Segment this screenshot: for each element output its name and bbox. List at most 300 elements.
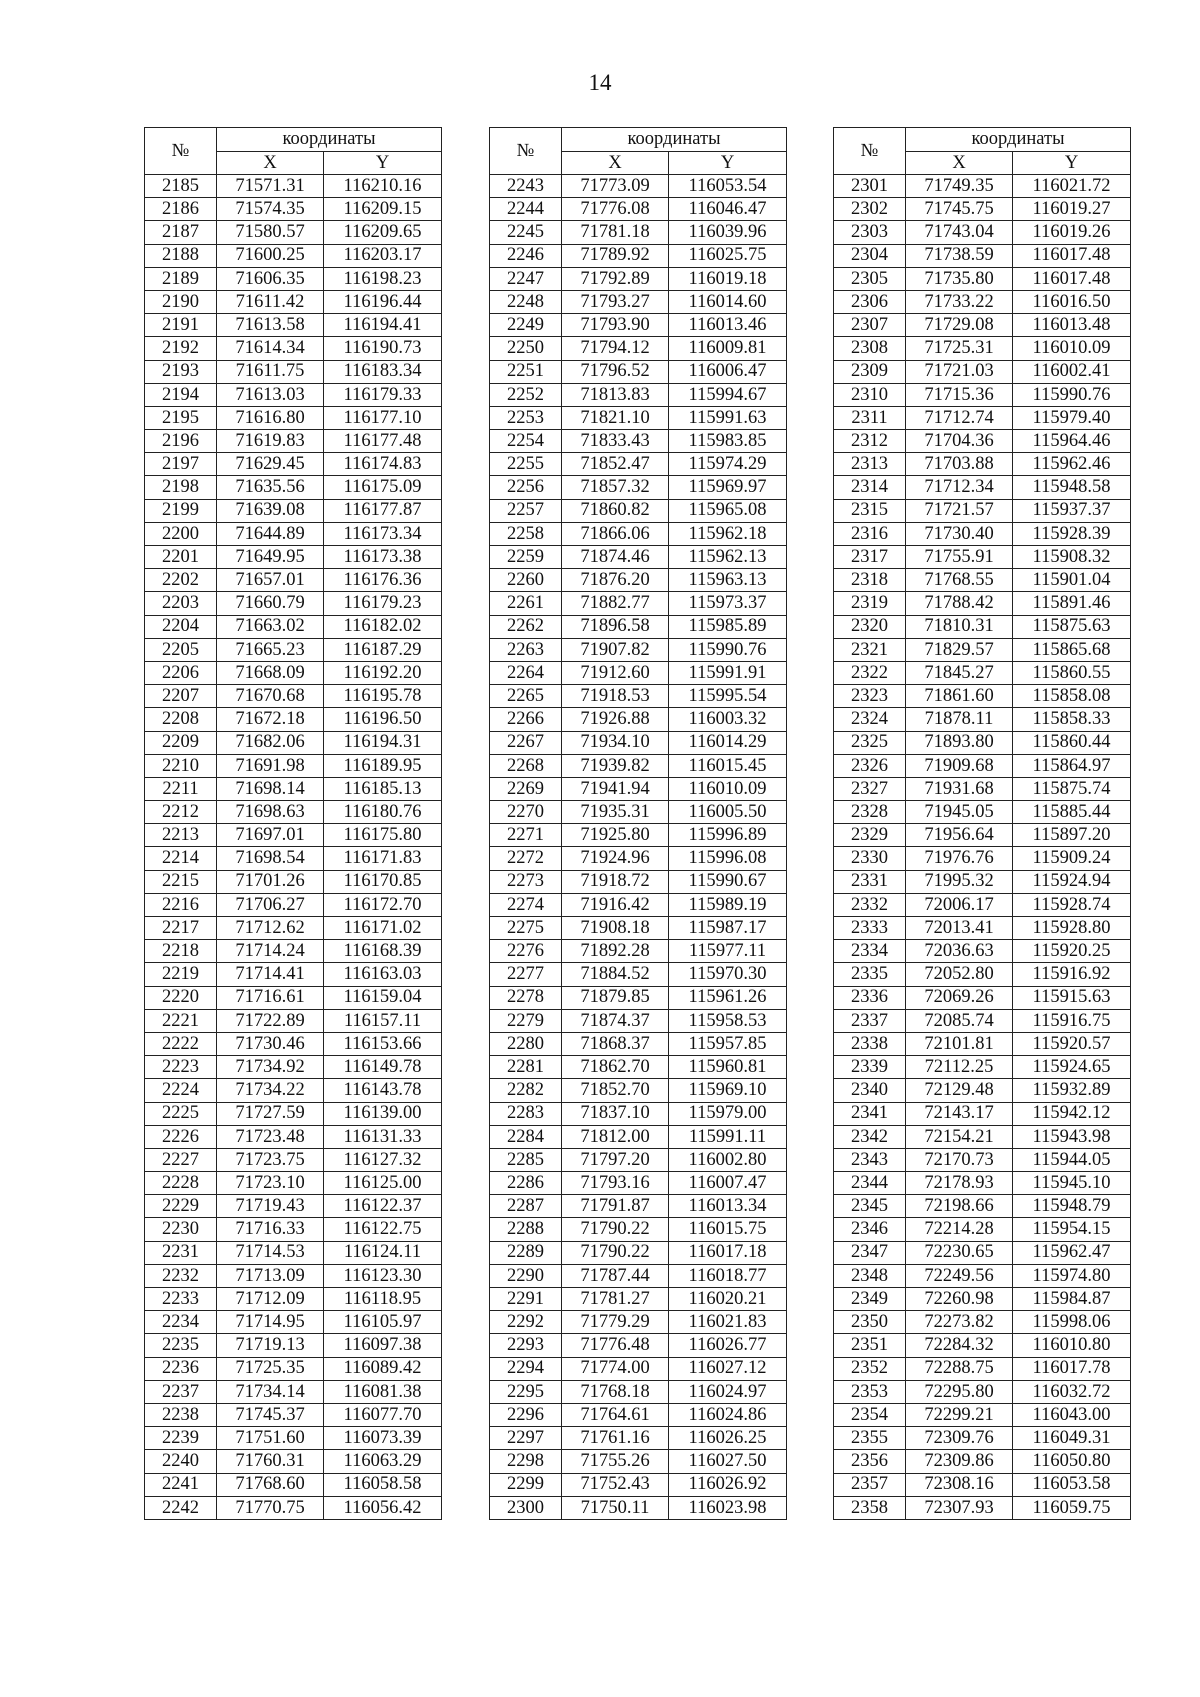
point-number-cell: 2225 [145, 1102, 217, 1125]
x-coordinate-cell: 71925.80 [562, 824, 669, 847]
table-row [145, 963, 442, 986]
y-coordinate-cell: 115864.97 [1013, 754, 1131, 777]
table-row [834, 824, 1131, 847]
x-coordinate-cell: 71793.16 [562, 1172, 669, 1195]
y-coordinate-cell: 116077.70 [324, 1403, 442, 1426]
y-coordinate-cell: 115901.04 [1013, 569, 1131, 592]
table-row [834, 1473, 1131, 1496]
y-coordinate-cell: 116196.50 [324, 708, 442, 731]
x-coordinate-cell: 71882.77 [562, 592, 669, 615]
y-coordinate-cell: 116172.70 [324, 893, 442, 916]
table-row [490, 1056, 787, 1079]
point-number-cell: 2348 [834, 1264, 906, 1287]
table-row [834, 546, 1131, 569]
point-number-cell: 2355 [834, 1427, 906, 1450]
y-coordinate-cell: 115920.57 [1013, 1032, 1131, 1055]
x-coordinate-cell: 71812.00 [562, 1125, 669, 1148]
point-number-cell: 2319 [834, 592, 906, 615]
y-coordinate-cell: 115979.00 [669, 1102, 787, 1125]
x-coordinate-cell: 72013.41 [906, 917, 1013, 940]
column-header-y: Y [1013, 151, 1131, 175]
x-coordinate-cell: 71729.08 [906, 314, 1013, 337]
point-number-cell: 2279 [490, 1009, 562, 1032]
x-coordinate-cell: 71730.46 [217, 1032, 324, 1055]
table-row [145, 1218, 442, 1241]
x-coordinate-cell: 71918.53 [562, 685, 669, 708]
point-number-cell: 2287 [490, 1195, 562, 1218]
point-number-cell: 2249 [490, 314, 562, 337]
y-coordinate-cell: 116209.65 [324, 221, 442, 244]
x-coordinate-cell: 71714.41 [217, 963, 324, 986]
table-row [834, 1311, 1131, 1334]
x-coordinate-cell: 71691.98 [217, 754, 324, 777]
x-coordinate-cell: 71714.95 [217, 1311, 324, 1334]
table-row [490, 1380, 787, 1403]
y-coordinate-cell: 116179.33 [324, 383, 442, 406]
x-coordinate-cell: 71797.20 [562, 1148, 669, 1171]
y-coordinate-cell: 115915.63 [1013, 986, 1131, 1009]
point-number-cell: 2235 [145, 1334, 217, 1357]
x-coordinate-cell: 71810.31 [906, 615, 1013, 638]
point-number-cell: 2201 [145, 546, 217, 569]
point-number-cell: 2208 [145, 708, 217, 731]
x-coordinate-cell: 71773.09 [562, 175, 669, 198]
y-coordinate-cell: 115875.63 [1013, 615, 1131, 638]
table-row [834, 1288, 1131, 1311]
y-coordinate-cell: 116063.29 [324, 1450, 442, 1473]
x-coordinate-cell: 71845.27 [906, 661, 1013, 684]
table-row [490, 1079, 787, 1102]
x-coordinate-cell: 71779.29 [562, 1311, 669, 1334]
x-coordinate-cell: 71611.75 [217, 360, 324, 383]
table-row [834, 267, 1131, 290]
x-coordinate-cell: 72284.32 [906, 1334, 1013, 1357]
y-coordinate-cell: 116143.78 [324, 1079, 442, 1102]
point-number-cell: 2323 [834, 685, 906, 708]
point-number-cell: 2358 [834, 1496, 906, 1519]
x-coordinate-cell: 71703.88 [906, 453, 1013, 476]
y-coordinate-cell: 115977.11 [669, 940, 787, 963]
point-number-cell: 2330 [834, 847, 906, 870]
y-coordinate-cell: 116081.38 [324, 1380, 442, 1403]
table-row [834, 1427, 1131, 1450]
point-number-cell: 2303 [834, 221, 906, 244]
x-coordinate-cell: 71571.31 [217, 175, 324, 198]
y-coordinate-cell: 116123.30 [324, 1264, 442, 1287]
point-number-cell: 2294 [490, 1357, 562, 1380]
x-coordinate-cell: 71714.53 [217, 1241, 324, 1264]
y-coordinate-cell: 116010.09 [669, 777, 787, 800]
point-number-cell: 2196 [145, 430, 217, 453]
point-number-cell: 2276 [490, 940, 562, 963]
table-row [490, 963, 787, 986]
y-coordinate-cell: 116015.75 [669, 1218, 787, 1241]
y-coordinate-cell: 115924.65 [1013, 1056, 1131, 1079]
x-coordinate-cell: 71745.75 [906, 198, 1013, 221]
table-row [490, 1195, 787, 1218]
point-number-cell: 2251 [490, 360, 562, 383]
point-number-cell: 2342 [834, 1125, 906, 1148]
table-row [145, 1473, 442, 1496]
table-row [145, 1427, 442, 1450]
x-coordinate-cell: 71721.57 [906, 499, 1013, 522]
point-number-cell: 2218 [145, 940, 217, 963]
table-row [834, 1032, 1131, 1055]
x-coordinate-cell: 72307.93 [906, 1496, 1013, 1519]
table-row [145, 546, 442, 569]
table-row [145, 1032, 442, 1055]
y-coordinate-cell: 116194.31 [324, 731, 442, 754]
x-coordinate-cell: 71629.45 [217, 453, 324, 476]
point-number-cell: 2229 [145, 1195, 217, 1218]
y-coordinate-cell: 115916.92 [1013, 963, 1131, 986]
point-number-cell: 2296 [490, 1403, 562, 1426]
table-row [145, 661, 442, 684]
y-coordinate-cell: 115897.20 [1013, 824, 1131, 847]
table-body [490, 175, 787, 1520]
x-coordinate-cell: 71976.76 [906, 847, 1013, 870]
table-row [834, 499, 1131, 522]
point-number-cell: 2274 [490, 893, 562, 916]
x-coordinate-cell: 72129.48 [906, 1079, 1013, 1102]
table-row [834, 569, 1131, 592]
table-row [145, 337, 442, 360]
table-row [834, 1102, 1131, 1125]
x-coordinate-cell: 71909.68 [906, 754, 1013, 777]
table-row [834, 1079, 1131, 1102]
x-coordinate-cell: 71750.11 [562, 1496, 669, 1519]
point-number-cell: 2317 [834, 546, 906, 569]
x-coordinate-cell: 71600.25 [217, 244, 324, 267]
x-coordinate-cell: 71781.18 [562, 221, 669, 244]
table-row [490, 406, 787, 429]
table-row [834, 870, 1131, 893]
x-coordinate-cell: 71698.63 [217, 801, 324, 824]
y-coordinate-cell: 116182.02 [324, 615, 442, 638]
y-coordinate-cell: 116005.50 [669, 801, 787, 824]
x-coordinate-cell: 71644.89 [217, 522, 324, 545]
x-coordinate-cell: 71660.79 [217, 592, 324, 615]
point-number-cell: 2191 [145, 314, 217, 337]
table-row [145, 1496, 442, 1519]
table-row [490, 290, 787, 313]
y-coordinate-cell: 115860.55 [1013, 661, 1131, 684]
table-row [145, 499, 442, 522]
y-coordinate-cell: 116177.10 [324, 406, 442, 429]
x-coordinate-cell: 71611.42 [217, 290, 324, 313]
table-row [145, 870, 442, 893]
point-number-cell: 2313 [834, 453, 906, 476]
y-coordinate-cell: 116014.29 [669, 731, 787, 754]
y-coordinate-cell: 115858.08 [1013, 685, 1131, 708]
x-coordinate-cell: 71668.09 [217, 661, 324, 684]
coordinates-table-1 [144, 127, 442, 1520]
y-coordinate-cell: 116190.73 [324, 337, 442, 360]
x-coordinate-cell: 71649.95 [217, 546, 324, 569]
y-coordinate-cell: 115990.67 [669, 870, 787, 893]
x-coordinate-cell: 71698.54 [217, 847, 324, 870]
x-coordinate-cell: 71907.82 [562, 638, 669, 661]
point-number-cell: 2301 [834, 175, 906, 198]
point-number-cell: 2238 [145, 1403, 217, 1426]
point-number-cell: 2270 [490, 801, 562, 824]
point-number-cell: 2266 [490, 708, 562, 731]
table-row [834, 1195, 1131, 1218]
point-number-cell: 2308 [834, 337, 906, 360]
y-coordinate-cell: 116026.25 [669, 1427, 787, 1450]
point-number-cell: 2286 [490, 1172, 562, 1195]
x-coordinate-cell: 71665.23 [217, 638, 324, 661]
point-number-cell: 2338 [834, 1032, 906, 1055]
y-coordinate-cell: 116177.87 [324, 499, 442, 522]
x-coordinate-cell: 71698.14 [217, 777, 324, 800]
point-number-cell: 2200 [145, 522, 217, 545]
table-row [490, 870, 787, 893]
table-row [490, 476, 787, 499]
x-coordinate-cell: 71916.42 [562, 893, 669, 916]
y-coordinate-cell: 115974.29 [669, 453, 787, 476]
table-row [490, 267, 787, 290]
x-coordinate-cell: 72309.86 [906, 1450, 1013, 1473]
table-row [490, 1218, 787, 1241]
table-row [145, 893, 442, 916]
x-coordinate-cell: 72101.81 [906, 1032, 1013, 1055]
point-number-cell: 2300 [490, 1496, 562, 1519]
y-coordinate-cell: 115963.13 [669, 569, 787, 592]
y-coordinate-cell: 115969.97 [669, 476, 787, 499]
y-coordinate-cell: 116210.16 [324, 175, 442, 198]
y-coordinate-cell: 116046.47 [669, 198, 787, 221]
x-coordinate-cell: 71719.13 [217, 1334, 324, 1357]
point-number-cell: 2195 [145, 406, 217, 429]
table-row [490, 337, 787, 360]
table-row [834, 476, 1131, 499]
point-number-cell: 2272 [490, 847, 562, 870]
x-coordinate-cell: 71657.01 [217, 569, 324, 592]
y-coordinate-cell: 115943.98 [1013, 1125, 1131, 1148]
table-row [834, 638, 1131, 661]
y-coordinate-cell: 116177.48 [324, 430, 442, 453]
x-coordinate-cell: 71755.91 [906, 546, 1013, 569]
point-number-cell: 2285 [490, 1148, 562, 1171]
point-number-cell: 2306 [834, 290, 906, 313]
x-coordinate-cell: 71749.35 [906, 175, 1013, 198]
x-coordinate-cell: 71706.27 [217, 893, 324, 916]
point-number-cell: 2243 [490, 175, 562, 198]
point-number-cell: 2311 [834, 406, 906, 429]
point-number-cell: 2227 [145, 1148, 217, 1171]
x-coordinate-cell: 71712.62 [217, 917, 324, 940]
y-coordinate-cell: 116017.48 [1013, 267, 1131, 290]
table-row [145, 1380, 442, 1403]
point-number-cell: 2217 [145, 917, 217, 940]
point-number-cell: 2312 [834, 430, 906, 453]
x-coordinate-cell: 71790.22 [562, 1241, 669, 1264]
table-row [834, 1264, 1131, 1287]
x-coordinate-cell: 71635.56 [217, 476, 324, 499]
y-coordinate-cell: 115994.67 [669, 383, 787, 406]
table-row [490, 499, 787, 522]
table-row [490, 314, 787, 337]
y-coordinate-cell: 116024.97 [669, 1380, 787, 1403]
table-row [145, 1264, 442, 1287]
table-row [490, 1032, 787, 1055]
y-coordinate-cell: 116013.48 [1013, 314, 1131, 337]
x-coordinate-cell: 71760.31 [217, 1450, 324, 1473]
y-coordinate-cell: 116192.20 [324, 661, 442, 684]
table-row [145, 290, 442, 313]
x-coordinate-cell: 71912.60 [562, 661, 669, 684]
y-coordinate-cell: 116053.54 [669, 175, 787, 198]
table-row [490, 731, 787, 754]
point-number-cell: 2309 [834, 360, 906, 383]
y-coordinate-cell: 116171.02 [324, 917, 442, 940]
coordinates-table-3 [833, 127, 1131, 1520]
x-coordinate-cell: 72178.93 [906, 1172, 1013, 1195]
x-coordinate-cell: 71725.31 [906, 337, 1013, 360]
table-row [145, 453, 442, 476]
y-coordinate-cell: 116002.41 [1013, 360, 1131, 383]
table-row [490, 893, 787, 916]
point-number-cell: 2231 [145, 1241, 217, 1264]
table-row [145, 1357, 442, 1380]
point-number-cell: 2256 [490, 476, 562, 499]
y-coordinate-cell: 115984.87 [1013, 1288, 1131, 1311]
point-number-cell: 2210 [145, 754, 217, 777]
y-coordinate-cell: 116014.60 [669, 290, 787, 313]
point-number-cell: 2316 [834, 522, 906, 545]
table-row [145, 592, 442, 615]
y-coordinate-cell: 115965.08 [669, 499, 787, 522]
point-number-cell: 2333 [834, 917, 906, 940]
table-row [490, 1148, 787, 1171]
x-coordinate-cell: 71712.34 [906, 476, 1013, 499]
table-row [834, 847, 1131, 870]
y-coordinate-cell: 116187.29 [324, 638, 442, 661]
table-row [490, 685, 787, 708]
table-row [834, 963, 1131, 986]
y-coordinate-cell: 116017.48 [1013, 244, 1131, 267]
y-coordinate-cell: 116019.18 [669, 267, 787, 290]
point-number-cell: 2259 [490, 546, 562, 569]
x-coordinate-cell: 71606.35 [217, 267, 324, 290]
x-coordinate-cell: 71712.74 [906, 406, 1013, 429]
y-coordinate-cell: 116049.31 [1013, 1427, 1131, 1450]
x-coordinate-cell: 72308.16 [906, 1473, 1013, 1496]
y-coordinate-cell: 116019.26 [1013, 221, 1131, 244]
y-coordinate-cell: 116027.12 [669, 1357, 787, 1380]
y-coordinate-cell: 116021.83 [669, 1311, 787, 1334]
point-number-cell: 2269 [490, 777, 562, 800]
table-row [834, 754, 1131, 777]
point-number-cell: 2292 [490, 1311, 562, 1334]
x-coordinate-cell: 71712.09 [217, 1288, 324, 1311]
x-coordinate-cell: 71776.08 [562, 198, 669, 221]
x-coordinate-cell: 71852.47 [562, 453, 669, 476]
table-row [834, 917, 1131, 940]
y-coordinate-cell: 116027.50 [669, 1450, 787, 1473]
table-row [145, 638, 442, 661]
x-coordinate-cell: 72214.28 [906, 1218, 1013, 1241]
x-coordinate-cell: 71580.57 [217, 221, 324, 244]
point-number-cell: 2204 [145, 615, 217, 638]
y-coordinate-cell: 116020.21 [669, 1288, 787, 1311]
x-coordinate-cell: 71639.08 [217, 499, 324, 522]
x-coordinate-cell: 71924.96 [562, 847, 669, 870]
y-coordinate-cell: 116159.04 [324, 986, 442, 1009]
point-number-cell: 2281 [490, 1056, 562, 1079]
point-number-cell: 2246 [490, 244, 562, 267]
x-coordinate-cell: 71663.02 [217, 615, 324, 638]
x-coordinate-cell: 71730.40 [906, 522, 1013, 545]
coordinates-table-2 [489, 127, 787, 1520]
table-row [834, 198, 1131, 221]
x-coordinate-cell: 71735.80 [906, 267, 1013, 290]
table-row [834, 360, 1131, 383]
x-coordinate-cell: 71793.27 [562, 290, 669, 313]
point-number-cell: 2211 [145, 777, 217, 800]
x-coordinate-cell: 72273.82 [906, 1311, 1013, 1334]
point-number-cell: 2233 [145, 1288, 217, 1311]
x-coordinate-cell: 71892.28 [562, 940, 669, 963]
point-number-cell: 2339 [834, 1056, 906, 1079]
y-coordinate-cell: 115962.47 [1013, 1241, 1131, 1264]
column-header-y: Y [324, 151, 442, 175]
y-coordinate-cell: 115996.89 [669, 824, 787, 847]
table-row [145, 1125, 442, 1148]
y-coordinate-cell: 115990.76 [669, 638, 787, 661]
x-coordinate-cell: 72260.98 [906, 1288, 1013, 1311]
y-coordinate-cell: 116024.86 [669, 1403, 787, 1426]
point-number-cell: 2263 [490, 638, 562, 661]
column-header-coordinates: координаты [217, 128, 442, 152]
point-number-cell: 2322 [834, 661, 906, 684]
x-coordinate-cell: 71727.59 [217, 1102, 324, 1125]
table-row [145, 685, 442, 708]
x-coordinate-cell: 71755.26 [562, 1450, 669, 1473]
table-row [834, 893, 1131, 916]
y-coordinate-cell: 115991.63 [669, 406, 787, 429]
point-number-cell: 2343 [834, 1148, 906, 1171]
table-row [145, 1079, 442, 1102]
y-coordinate-cell: 116015.45 [669, 754, 787, 777]
x-coordinate-cell: 71752.43 [562, 1473, 669, 1496]
x-coordinate-cell: 71722.89 [217, 1009, 324, 1032]
x-coordinate-cell: 71878.11 [906, 708, 1013, 731]
point-number-cell: 2304 [834, 244, 906, 267]
table-row [145, 1288, 442, 1311]
x-coordinate-cell: 71874.46 [562, 546, 669, 569]
table-row [834, 685, 1131, 708]
point-number-cell: 2273 [490, 870, 562, 893]
table-row [490, 1450, 787, 1473]
table-row [834, 1403, 1131, 1426]
table-row [145, 731, 442, 754]
table-row [145, 1334, 442, 1357]
point-number-cell: 2264 [490, 661, 562, 684]
x-coordinate-cell: 71931.68 [906, 777, 1013, 800]
y-coordinate-cell: 115920.25 [1013, 940, 1131, 963]
y-coordinate-cell: 115945.10 [1013, 1172, 1131, 1195]
x-coordinate-cell: 71791.87 [562, 1195, 669, 1218]
table-row [834, 801, 1131, 824]
point-number-cell: 2237 [145, 1380, 217, 1403]
point-number-cell: 2340 [834, 1079, 906, 1102]
point-number-cell: 2293 [490, 1334, 562, 1357]
table-row [490, 801, 787, 824]
x-coordinate-cell: 71861.60 [906, 685, 1013, 708]
table-row [145, 522, 442, 545]
